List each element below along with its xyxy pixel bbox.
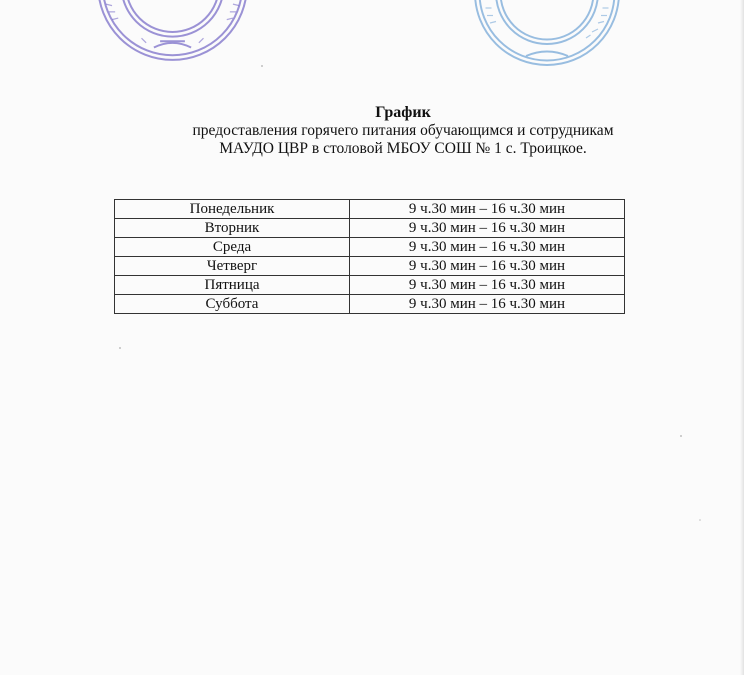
- hours-cell: 9 ч.30 мин – 16 ч.30 мин: [350, 257, 625, 276]
- day-cell: Среда: [115, 238, 350, 257]
- document-subtitle-line-1: предоставления горячего питания обучающимся и сотрудникам: [192, 122, 614, 139]
- day-cell: Четверг: [115, 257, 350, 276]
- hours-cell: 9 ч.30 мин – 16 ч.30 мин: [350, 295, 625, 314]
- hours-cell: 9 ч.30 мин – 16 ч.30 мин: [350, 200, 625, 219]
- hours-cell: 9 ч.30 мин – 16 ч.30 мин: [350, 238, 625, 257]
- page-edge-shadow: [740, 0, 744, 675]
- hours-cell: 9 ч.30 мин – 16 ч.30 мин: [350, 276, 625, 295]
- hours-cell: 9 ч.30 мин – 16 ч.30 мин: [350, 219, 625, 238]
- day-cell: Суббота: [115, 295, 350, 314]
- day-cell: Пятница: [115, 276, 350, 295]
- day-cell: Понедельник: [115, 200, 350, 219]
- document-subtitle-line-2: МАУДО ЦВР в столовой МБОУ СОШ № 1 с. Троицкое.: [219, 140, 587, 157]
- day-cell: Вторник: [115, 219, 350, 238]
- document-title: График: [375, 104, 431, 121]
